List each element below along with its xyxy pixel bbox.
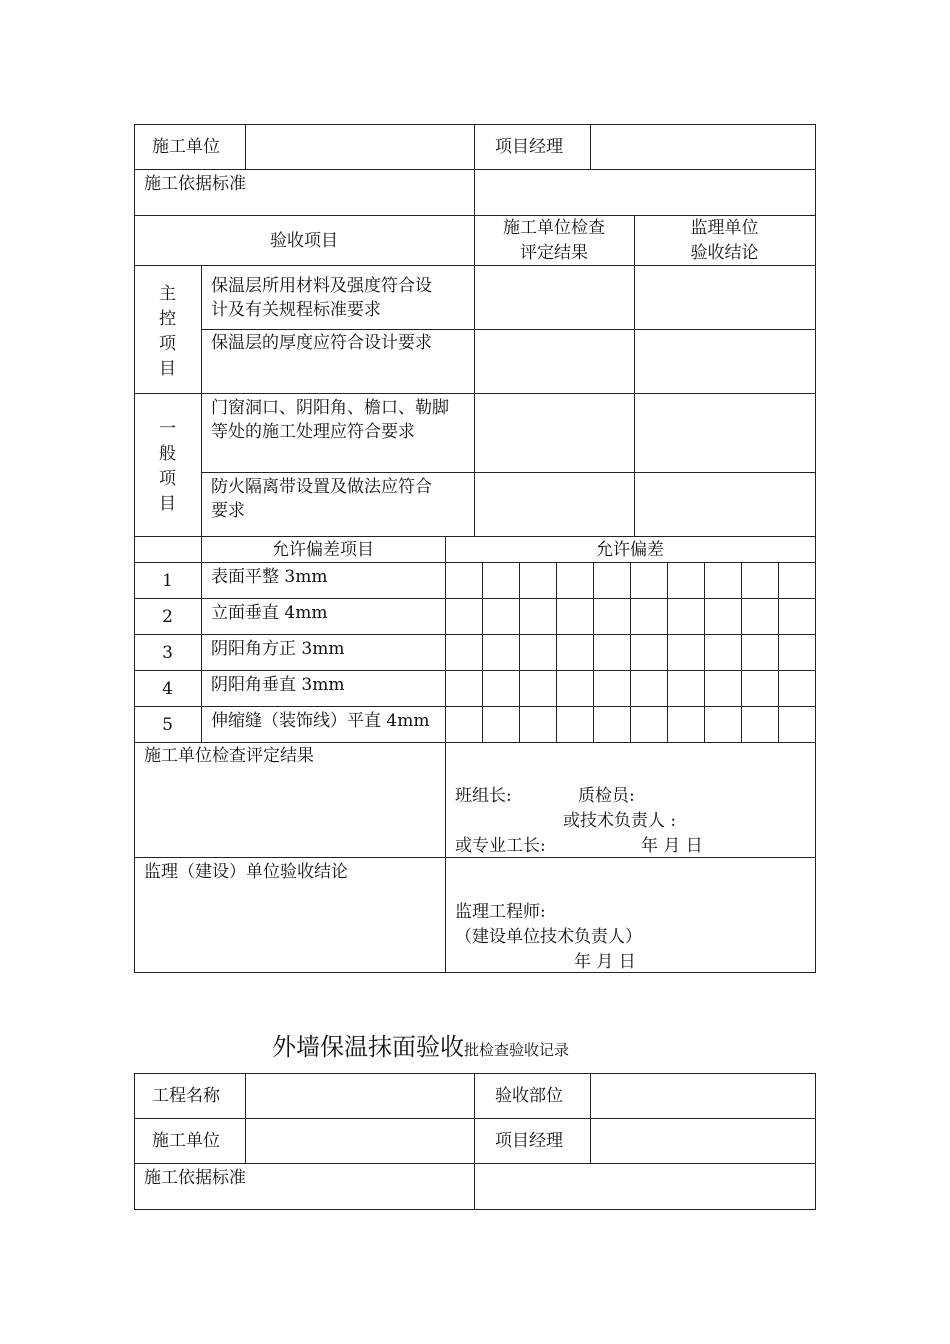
construction-unit-label: 施工单位 [152,137,220,157]
deviation-item-header: 允许偏差项目 [272,540,374,560]
unit-check-header-line1: 施工单位检查 [503,218,605,238]
construction-unit-value-2[interactable] [246,1120,473,1162]
construction-unit-value[interactable] [246,126,473,168]
owner-rep-label: （建设单位技术负责人） [455,927,642,947]
basis-label-2: 施工依据标准 [144,1168,246,1188]
basis-label: 施工依据标准 [144,174,246,194]
project-name-label: 工程名称 [152,1086,220,1106]
supervision-header-line1: 监理单位 [690,218,759,238]
construction-unit-label-2: 施工单位 [152,1131,220,1151]
basis-value-2[interactable] [476,1165,814,1208]
basis-value[interactable] [476,171,814,214]
supervision-result-date: 年 月 日 [574,952,636,972]
acceptance-part-label: 验收部位 [495,1086,563,1106]
supervision-header-line2: 验收结论 [690,243,759,263]
form-title-suffix: 批检查验收记录 [464,1041,570,1059]
form-title-main: 外墙保温抹面验收 [272,1033,464,1061]
unit-result-date: 年 月 日 [641,836,703,856]
supervision-engineer-label: 监理工程师: [455,902,546,922]
project-name-value[interactable] [246,1075,473,1117]
unit-check-header-line2: 评定结果 [520,243,588,263]
project-manager-label: 项目经理 [495,137,563,157]
acceptance-part-value[interactable] [592,1075,814,1117]
form-title [272,1031,569,1066]
supervision-result-label: 监理（建设）单位验收结论 [144,862,348,882]
team-leader-label: 班组长: [455,786,512,806]
project-manager-value[interactable] [592,126,814,168]
tech-lead-label: 或技术负责人 : [563,811,677,831]
inspector-label: 质检员: [578,786,635,806]
unit-result-label: 施工单位检查评定结果 [144,746,314,766]
acceptance-item-header: 验收项目 [270,231,338,251]
deviation-value-header: 允许偏差 [596,540,664,560]
project-manager-value-2[interactable] [592,1120,814,1162]
project-manager-label-2: 项目经理 [495,1131,563,1151]
foreman-label: 或专业工长: [455,836,546,856]
